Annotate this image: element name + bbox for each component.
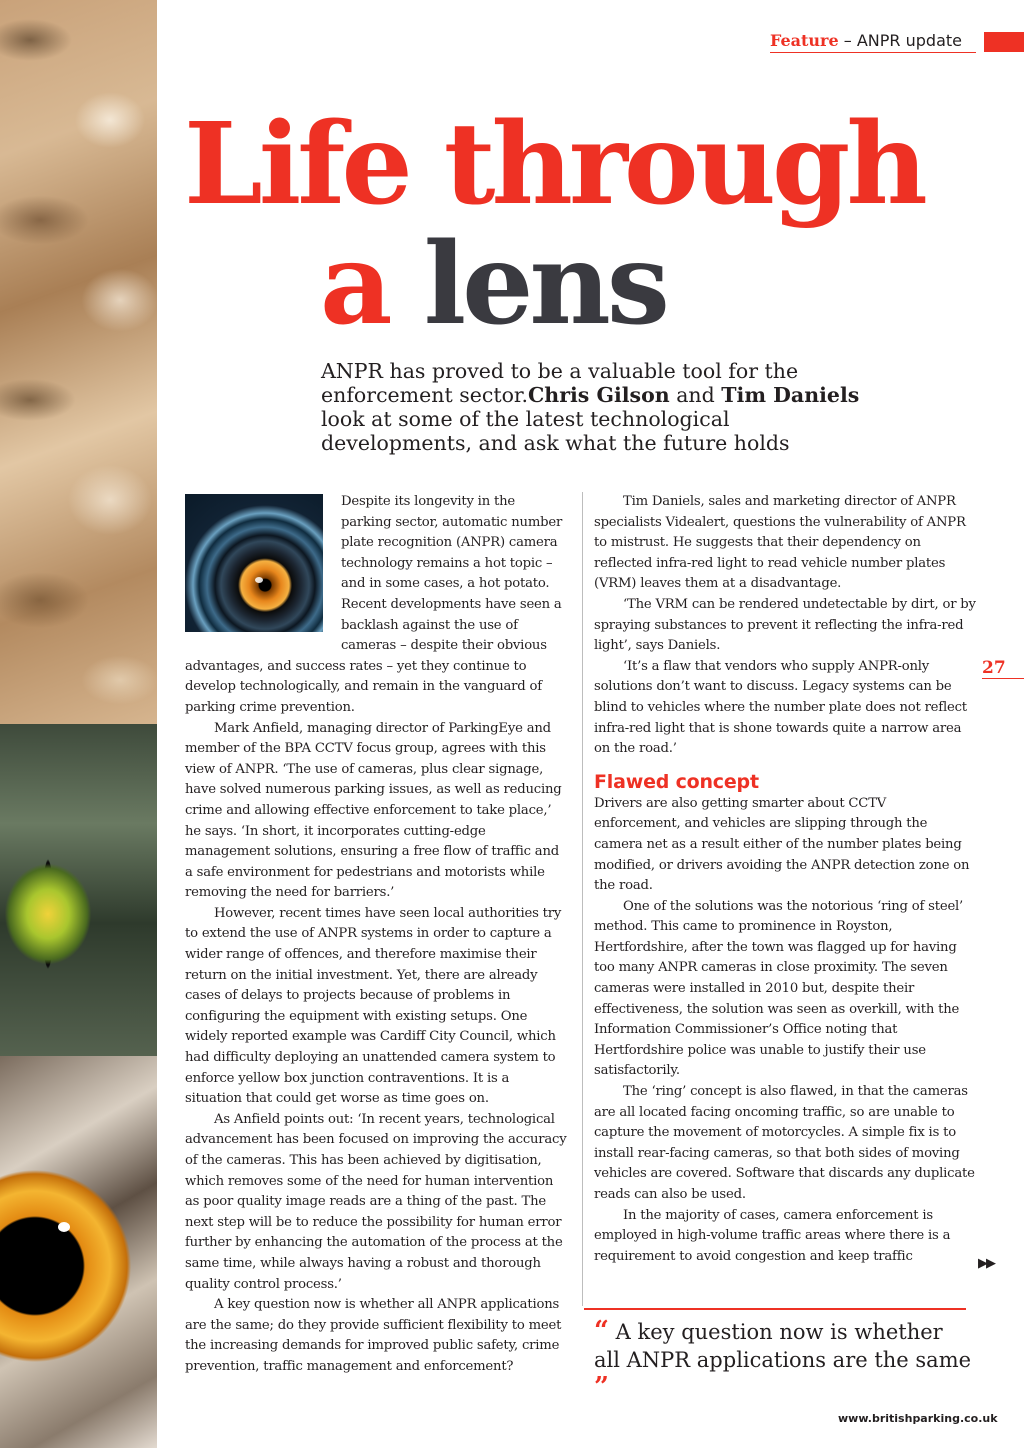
title-word-a: a <box>320 219 389 350</box>
pullquote-rule <box>584 1308 966 1310</box>
section-separator: – <box>838 31 857 50</box>
body-paragraph: One of the solutions was the notorious ‘ring of steel’ method. This came to prominence in Royston, Hertfordshire, after the town was flagged up for having too many ANPR cameras in close proximity. The seven cameras were installed in 2010 but, despite their effectiveness, the solution was seen as overkill, with the Information Commissioner’s Office noting that Hertfordshire police was unable to justify their use satisfactorily. <box>594 898 964 1079</box>
section-label: Feature <box>770 31 839 50</box>
body-paragraph: As Anfield points out: ‘In recent years, technological advancement has been focused on improving the accuracy of the cameras. This has been achieved by digitisation, which removes some of the need for human intervention as poor quality image reads are a thing of the past. The next step will be to reduce the possibility for human error further by enhancing the automation of the process at the same time, while always having a robust and thorough quality control process.’ <box>185 1111 567 1292</box>
pullquote-text: A key question now is whether all ANPR applications are the same <box>594 1320 972 1372</box>
standfirst-intro: ANPR has proved to be a valuable tool for the enforcement sector. <box>321 359 799 407</box>
standfirst-and: and <box>669 383 722 407</box>
body-paragraph: In the majority of cases, camera enforcement is employed in high-volume traffic areas where there is a requirement to avoid congestion and keep traffic <box>594 1207 951 1264</box>
crocodile-eye-photo <box>0 724 157 1056</box>
article-column-2 <box>594 492 976 1267</box>
body-paragraph: Tim Daniels, sales and marketing director of ANPR specialists Videalert, questions the vulnerability of ANPR to mistrust. He suggests that their dependency on reflected infra-red light to read vehicle number plates (VRM) leaves them at a disadvantage. <box>594 494 966 592</box>
author-name: Tim Daniels <box>721 383 860 407</box>
subheading: Flawed concept <box>594 770 759 793</box>
continue-arrow-icon: ▶▶ <box>978 1256 994 1271</box>
pullquote <box>594 1318 974 1403</box>
body-paragraph: Mark Anfield, managing director of ParkingEye and member of the BPA CCTV focus group, agrees with this view of ANPR. ‘The use of cameras, plus clear signage, have solved numerous parking issues, as well as reducing crime and allowing effective enforcement to take place,’ he says. ‘In short, it incorporates cutting-edge management solutions, ensuring a free flow of traffic and a safe environment for pedestrians and motorists while removing the need for barriers.’ <box>185 720 562 901</box>
section-topic: ANPR update <box>856 31 962 50</box>
title-word-lens: lens <box>423 219 666 350</box>
camera-lens-photo <box>185 494 323 632</box>
body-paragraph: The ‘ring’ concept is also flawed, in that the cameras are all located facing oncoming traffic, so are unable to capture the movement of motorcycles. A simple fix is to install rear-facing cameras, so that both sides of moving vehicles are covered. Software that discards any duplicate reads can also be used. <box>594 1084 975 1202</box>
decorative-photo-strip <box>0 0 157 1448</box>
page-title <box>184 99 1004 350</box>
animal-fur-photo <box>0 0 157 724</box>
close-quote-icon: ” <box>594 1372 609 1402</box>
body-paragraph: ‘It’s a flaw that vendors who supply ANPR-only solutions don’t want to discuss. Legacy systems can be blind to vehicles where the number plate does not reflect infra-red light that is shone towards quite a narrow area on the road.’ <box>594 658 967 757</box>
standfirst <box>321 359 861 455</box>
standfirst-outro: look at some of the latest technological developments, and ask what the future holds <box>321 407 790 455</box>
page-number: 27 <box>982 658 1024 679</box>
author-name: Chris Gilson <box>527 383 670 407</box>
body-paragraph: A key question now is whether all ANPR applications are the same; do they provide sufficient flexibility to meet the increasing demands for improved public safety, crime prevention, traffic management and enforcement? <box>185 1297 562 1374</box>
section-header <box>770 30 976 53</box>
body-paragraph: However, recent times have seen local authorities try to extend the use of ANPR systems in order to capture a wider range of offences, and therefore maximise their return on the initial investment. Yet, there are already cases of delays to projects because of problems in configuring the equipment with existing setups. One widely reported example was Cardiff City Council, which had difficulty deploying an unattended camera system to enforce yellow box junction contraventions. It is a situation that could get worse as time goes on. <box>185 905 562 1107</box>
footer-url: www.britishparking.co.uk <box>838 1412 998 1425</box>
lens-highlight <box>255 577 263 583</box>
title-line-1: Life through <box>184 99 924 230</box>
owl-eye-photo <box>0 1056 157 1448</box>
open-quote-icon: “ <box>594 1316 609 1346</box>
body-paragraph: Drivers are also getting smarter about CCTV enforcement, and vehicles are slipping through the camera net as a result either of the number plates being modified, or drivers avoiding the ANPR detection zone on the road. <box>594 795 970 894</box>
title-line-2 <box>320 219 1004 350</box>
body-paragraph: ‘The VRM can be rendered undetectable by dirt, or by spraying substances to prevent it reflecting the infra-red light’, says Daniels. <box>594 596 976 654</box>
column-divider <box>582 492 583 1306</box>
corner-tab <box>984 32 1024 52</box>
body-paragraph: Despite its longevity in the parking sector, automatic number plate recognition (ANPR) camera technology remains a hot topic – and in some cases, a hot potato. Recent developments have seen a backlash against the use of cameras – despite their obvious advantages, and success rates – yet they continue to develop technologically, and remain in the vanguard of parking crime prevention. <box>185 494 563 715</box>
owl-eye-highlight <box>58 1222 70 1232</box>
